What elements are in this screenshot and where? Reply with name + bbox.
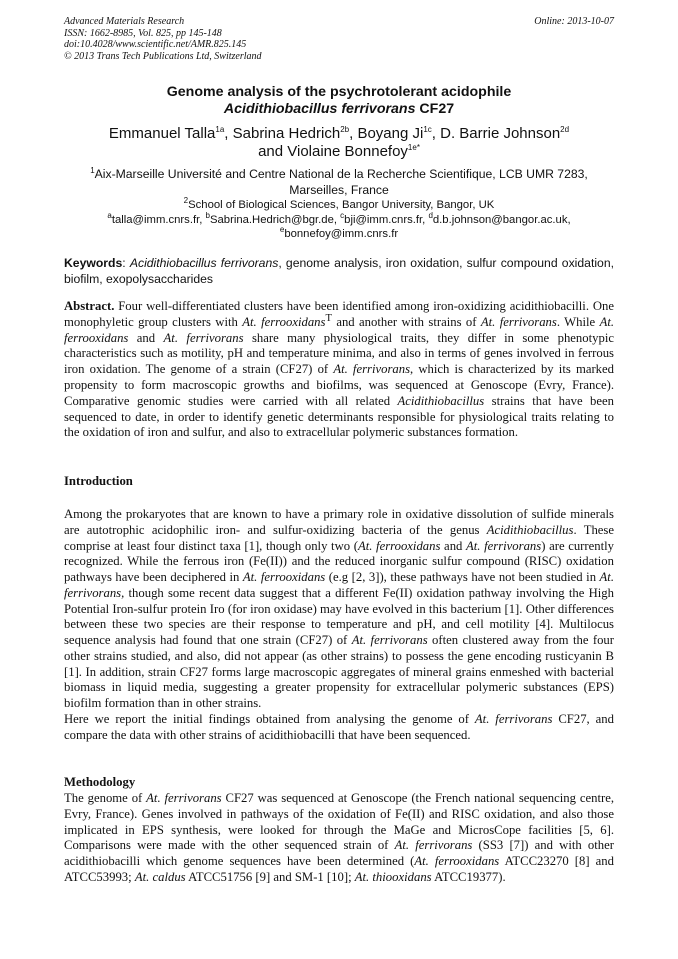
keywords-list: , genome analysis, iron oxidation, sulfur compound oxidation, biofilm, exopolysaccharides — [64, 256, 614, 286]
methodology-paragraph — [64, 791, 614, 886]
body-text: ATCC23270 [8] and ATCC53993; — [64, 854, 614, 884]
author-sup: 1a — [215, 125, 225, 134]
affiliation-1 — [64, 167, 614, 198]
title-line-2 — [64, 101, 614, 118]
author-sup: 1e* — [407, 143, 420, 152]
introduction-section — [64, 507, 614, 743]
keywords-colon: : — [122, 256, 130, 270]
species-name: At. ferrivorans — [146, 791, 222, 805]
affiliation-text: School of Biological Sciences, Bangor University, Bangor, UK — [188, 199, 495, 212]
species-name: At. thiooxidans — [354, 869, 432, 884]
author-list — [64, 125, 614, 161]
abstract-text: . While — [556, 314, 600, 329]
introduction-paragraph — [64, 507, 614, 712]
journal-name: Advanced Materials Research — [64, 16, 185, 27]
copyright-line: © 2013 Trans Tech Publications Ltd, Switzerland — [64, 50, 262, 62]
author-separator: , — [349, 125, 358, 142]
species-name: At. ferrivorans — [394, 838, 473, 853]
body-text: though some recent data suggest that a different Fe(II) oxidation pathway involving the High Potential Iron-sulfur protein Iro (for iron oxidase) may have evolved in this bacterium [1]. Other differences between these two species are their response to temperature and pH, and cell motility [4]. Multilocus sequence analysis had found that one strain (CF27) of — [64, 585, 614, 647]
body-text: Here we report the initial findings obtained from analysing the genome of — [64, 711, 475, 726]
affiliation-sup: 2 — [183, 196, 189, 206]
body-text: (SS3 [7]) and with other acidithiobacilli which genome sequences have been determined ( — [64, 838, 614, 868]
online-date: Online: 2013-10-07 — [534, 16, 614, 27]
author-sup: 1c — [423, 125, 432, 134]
keywords-species: Acidithiobacillus ferrivorans — [129, 256, 279, 270]
section-heading-introduction: Introduction — [64, 474, 133, 488]
email-sup: c — [340, 210, 345, 220]
title-block — [64, 84, 614, 242]
email-address: d.b.johnson@bangor.ac.uk, — [432, 213, 571, 226]
species-name: At. ferrivorans — [351, 633, 428, 647]
author-name: Violaine Bonnefoy — [287, 143, 408, 160]
type-strain-sup: T — [325, 312, 332, 324]
title-strain: CF27 — [415, 101, 455, 117]
species-name: At. ferrooxidans — [242, 570, 326, 584]
email-sup: b — [205, 210, 210, 220]
species-name: At. ferrivorans — [474, 711, 553, 726]
author-name: Boyang Ji — [357, 125, 424, 142]
abstract-text: and another with strains of — [331, 314, 481, 329]
body-text: often clustered away from the four other strains studied, and also, did not appear (as other strains) to possess the gene encoding rusticyanin B [1]. In addition, strain CF27 forms large macroscopic aggregates of mineral grains enmeshed with bacterial biomass in liquid media, suggesting a greater propensity for extracellular polymeric substances (EPS) biofilm formation than in other strains. — [64, 633, 614, 710]
email-sup: e — [279, 225, 285, 235]
species-name: At. ferrooxidans — [357, 538, 441, 553]
abstract-label: Abstract. — [64, 299, 115, 313]
species-name: At. caldus — [134, 869, 186, 884]
species-name: At. ferrooxidans — [414, 854, 500, 868]
abstract-text: strains that have been sequenced to date, in order to identify genetic determinants responsible for physiological traits relating to the oxidation of iron and sulfur, and also to extracellular polymeric substances formation. — [64, 393, 614, 440]
author-separator: , — [224, 125, 233, 142]
body-text: CF27 was sequenced at Genoscope (the French national sequencing centre, Evry, France). Genes involved in pathways of the oxidation of Fe(II) and RISC oxidation, and also those implicated in EPS synthesis, were looked for through the MaGe and MicrosCope facilities [5, 6]. Comparisons were made with the other sequenced strain of — [64, 791, 614, 853]
email-address: bji@imm.cnrs.fr, — [344, 213, 429, 226]
species-name: At. ferrivorans — [480, 314, 557, 329]
keywords — [64, 256, 614, 287]
species-name: At. ferrooxidans — [64, 314, 615, 345]
title-line-1: Genome analysis of the psychrotolerant acidophile — [166, 84, 512, 100]
body-text: CF27, and compare the data with other strains of acidithiobacilli that have been sequenced. — [64, 711, 614, 742]
species-name: At. ferrivorans, — [64, 570, 614, 600]
email-sup: d — [428, 210, 433, 220]
affiliation-2 — [64, 198, 614, 213]
abstract-text: Four well-differentiated clusters have been identified among iron-oxidizing acidithiobacilli. One monophyletic group clusters with — [64, 299, 614, 329]
author-and: and — [258, 143, 288, 160]
abstract-text: , which is characterized by its marked propensity to form macroscopic growths and biofilms, was sequenced at Genoscope (Evry, France). Comparative genomic studies were carried with all related — [64, 362, 614, 408]
author-sup: 2d — [560, 125, 570, 134]
species-name: At. ferrooxidans — [242, 314, 326, 329]
methodology-section — [64, 791, 614, 886]
abstract — [64, 299, 614, 441]
introduction-paragraph — [64, 712, 614, 744]
section-heading-methodology: Methodology — [64, 775, 136, 789]
species-name: At. ferrivorans — [333, 362, 411, 377]
author-name: Sabrina Hedrich — [232, 125, 341, 142]
email-address: talla@imm.cnrs.fr, — [111, 213, 206, 226]
author-separator: , — [431, 125, 441, 142]
email-sup: a — [107, 210, 112, 220]
affiliation-text: Aix-Marseille Université and Centre National de la Recherche Scientifique, LCB UMR 7283, Marseilles, France — [94, 167, 588, 197]
body-text: The genome of — [64, 791, 147, 805]
abstract-text: and — [128, 330, 164, 345]
author-name: D. Barrie Johnson — [440, 125, 561, 142]
species-name: At. ferrivorans — [466, 538, 542, 553]
journal-header — [64, 16, 262, 62]
email-address: bonnefoy@imm.cnrs.fr — [284, 228, 399, 241]
keywords-label: Keywords — [64, 256, 123, 270]
species-name: At. ferrivorans — [163, 330, 244, 345]
issn-line: ISSN: 1662-8985, Vol. 825, pp 145-148 — [64, 27, 222, 39]
affiliation-sup: 1 — [90, 165, 95, 175]
author-sup: 2b — [340, 125, 350, 134]
body-text: ATCC51756 [9] and SM-1 [10]; — [185, 869, 355, 884]
body-text: ATCC19377). — [431, 869, 506, 884]
doi-line: doi:10.4028/www.scientific.net/AMR.825.145 — [64, 39, 247, 50]
body-text: (e.g [2, 3]), these pathways have not been studied in — [325, 570, 600, 584]
body-text: Among the prokaryotes that are known to have a primary role in oxidative dissolution of sulfide minerals are autotrophic acidophilic iron- and sulfur-oxidizing bacteria of the genus — [64, 507, 614, 537]
body-text: and — [440, 538, 467, 553]
genus-name: Acidithiobacillus — [397, 393, 485, 408]
body-text: . These comprise at least four distinct taxa [1], though only two ( — [64, 522, 614, 553]
paper-title — [64, 84, 614, 118]
abstract-text: share many physiological traits, they differ in some phenotypic characteristics such as motility, pH and temperature minima, and also in terms of genes involved in ferrous iron oxidation. The genome of a strain (CF27) of — [64, 330, 614, 377]
email-address: Sabrina.Hedrich@bgr.de, — [209, 213, 341, 226]
body-text: ) are currently recognized. While the ferrous iron (Fe(II)) and the reduced inorganic sulfur compound (RISC) oxidation pathways have been deciphered in — [64, 538, 615, 584]
author-name: Emmanuel Talla — [108, 125, 216, 142]
email-list — [64, 210, 614, 242]
genus-name: Acidithiobacillus — [486, 522, 574, 537]
title-species: Acidithiobacillus ferrivorans — [223, 101, 416, 117]
